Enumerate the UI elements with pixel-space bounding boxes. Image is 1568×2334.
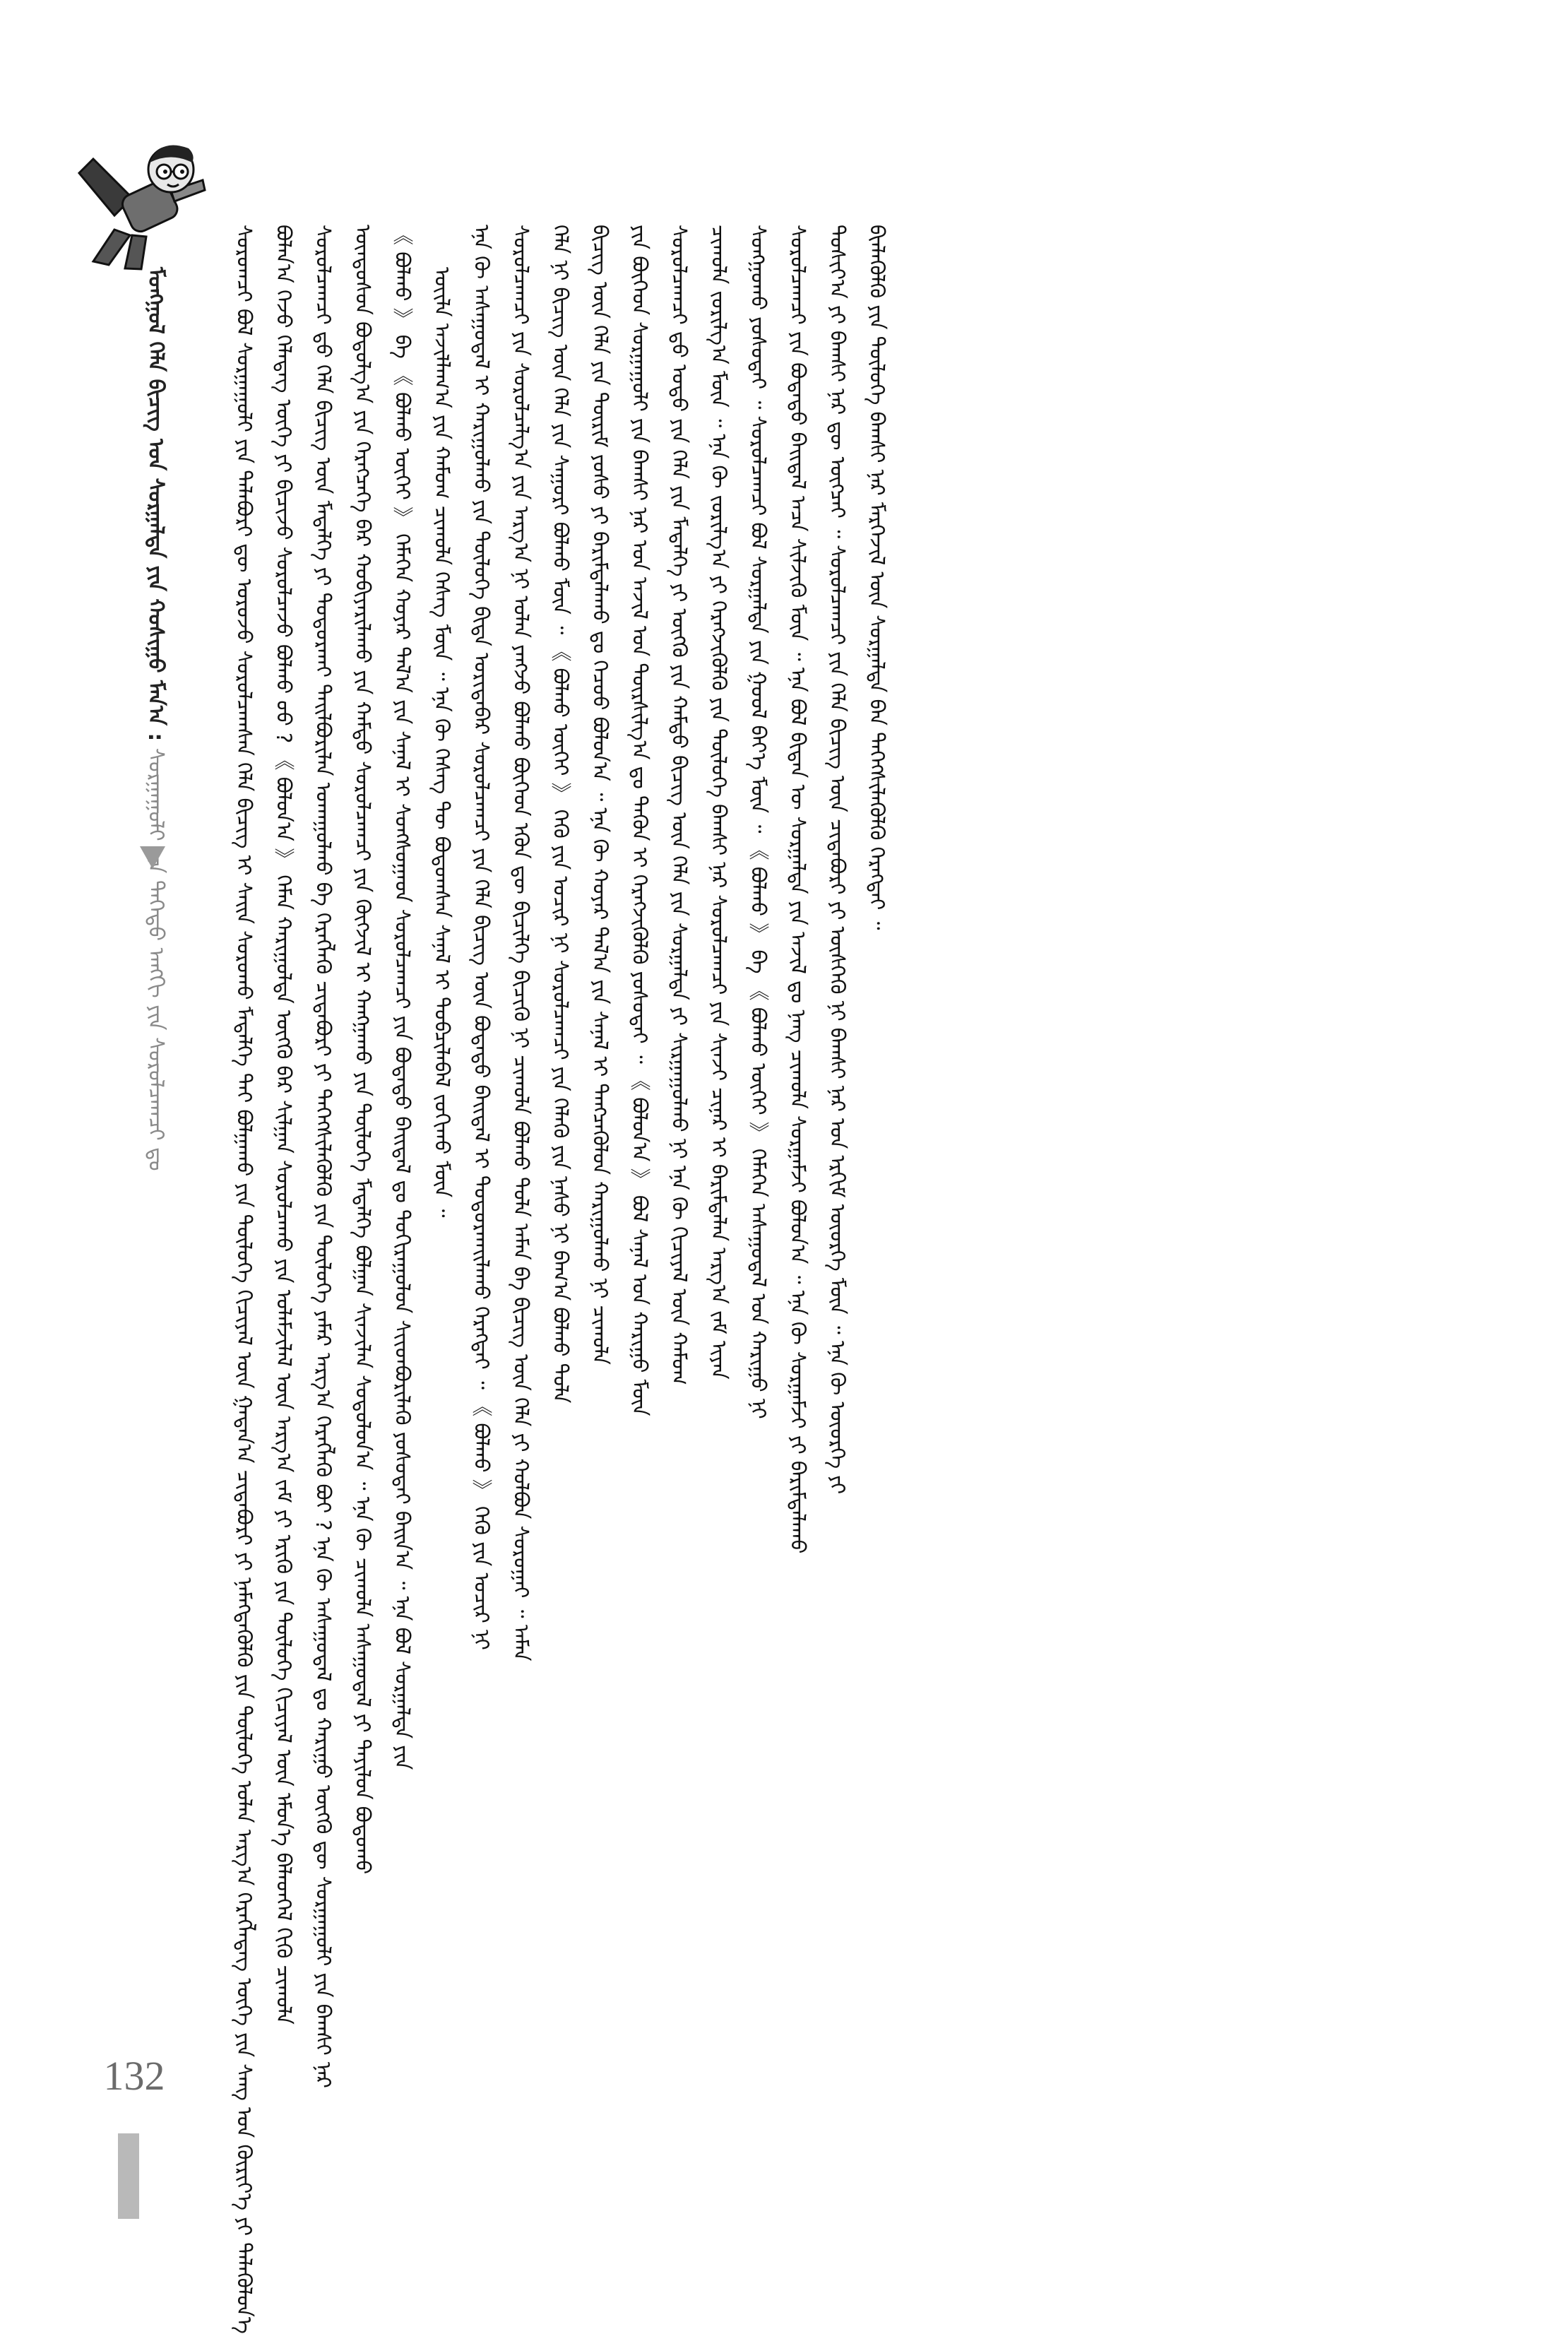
text-column: ᠴᠢᠬᠤᠯᠠ ᠵᠣᠷᠢᠯᠭ᠎ᠠ ᠮᠥᠨ ᠃ ᠡᠨᠡ ᠬᠦ ᠵᠣᠷᠢᠯᠭ᠎ᠠ ᠶᠢ ᠬᠡᠷᠡᠭᠵᠢᠭᠦᠯᠬᠦ ᠶᠢᠨ ᠲᠥᠯᠥᠭᠡ ᠪᠠᠭᠰᠢ ᠨᠠᠷ ᠰᠤᠷᠤᠯᠴᠠᠭᠴᠢ ᠶᠢᠨ ᠰᠢᠨᠵᠢ ᠴᠢᠨᠠᠷ ᠢ ᠪᠠᠷᠢᠮᠲᠠᠯᠠᠨ ᠠᠷᠭ᠎ᠠ ᠵᠠᠮ ᠢᠶᠠᠨ — [707, 225, 731, 1380]
text-column: ᠰᠤᠷᠤᠯᠴᠠᠭᠴᠢ ᠶᠢᠨ ᠰᠤᠷᠤᠯᠴᠠᠯᠭ᠎ᠠ ᠶᠢᠨ ᠠᠷᠭ᠎ᠠ ᠨᠢ ᠣᠯᠠᠨ ᠶᠠᠩᠵᠤ ᠪᠣᠯᠬᠤ ᠪᠥᠭᠡᠳ ᠡᠭᠦᠨ ᠳᠦ ᠪᠢᠴᠢᠯᠭᠡ ᠪᠢᠴᠢᠬᠦ ᠨᠢ ᠴᠢᠬᠤᠯᠠ ᠪᠣᠯᠬᠤ ᠲᠤᠯᠠ ᠠᠮᠠᠨ ᠪᠠ ᠪᠢᠴᠢᠭ ᠦᠨ ᠬᠡᠯᠡ ᠶᠢ ᠬᠣᠯᠪᠣᠨ ᠰᠤᠷᠤᠭᠠᠢ ᠃ ᠠᠮᠠᠨ — [509, 225, 533, 1661]
text-column: ᠪᠢᠴᠢᠭ ᠦᠨ ᠬᠡᠯᠡ ᠶᠢᠨ ᠳᠦᠷᠢᠮ ᠶᠣᠰᠣ ᠶᠢ ᠪᠠᠷᠢᠮᠲᠠᠯᠠᠬᠤ ᠳᠤ ᠬᠡᠴᠦᠦ ᠪᠣᠯᠤᠨ᠎ᠠ ᠃ ᠡᠨᠡ ᠬᠦ ᠬᠣᠶᠠᠷ ᠲᠠᠯ᠎ᠠ ᠶᠢᠨ ᠰᠠᠨᠠᠯ ᠢ ᠲᠡᠩᠴᠡᠭᠦᠯᠦᠨ ᠬᠠᠷᠢᠭᠤᠯᠬᠤ ᠨᠢ ᠴᠢᠬᠤᠯᠠ — [588, 225, 612, 1365]
text-column: 《 ᠪᠣᠯᠬᠤ 》 ᠪᠠ 《 ᠪᠣᠯᠬᠤ ᠦᠭᠡᠢ 》 ᠬᠡᠮᠡᠭᠡᠨ ᠬᠣᠶᠠᠷ ᠲᠠᠯ᠎ᠠ ᠶᠢᠨ ᠰᠠᠨᠠᠯ ᠢ ᠰᠣᠩᠰᠤᠭᠠᠳ ᠰᠤᠷᠤᠯᠴᠠᠭᠴᠢ ᠶᠢᠨ ᠪᠣᠳᠠᠲᠤ ᠪᠠᠢᠳᠠᠯ ᠳᠤ ᠲᠣᠬᠢᠷᠠᠭᠤᠯᠤᠨ ᠰᠢᠢᠳᠪᠦᠷᠢᠯᠡᠬᠦ ᠶᠣᠰᠣᠳᠠᠢ ᠪᠠᠢᠨ᠎ᠠ ᠃ ᠡᠨᠡ ᠪᠣᠯ ᠰᠤᠷᠭᠠᠯᠲᠠ ᠶᠢᠨ — [391, 225, 415, 1770]
text-column: ᠪᠢᠡᠯᠡᠭᠦᠯᠬᠦ ᠶᠢᠨ ᠲᠥᠯᠥᠭᠡ ᠪᠠᠭᠰᠢ ᠨᠠᠷ ᠮᠡᠷᠭᠡᠵᠢᠯ ᠦᠨ ᠰᠤᠷᠭᠠᠯᠲᠠ ᠪᠡᠨ ᠳᠡᠭᠡᠭᠰᠢᠯᠡᠭᠦᠯᠬᠦ ᠬᠡᠷᠡᠭᠲᠡᠢ ᠃ — [865, 225, 889, 930]
text-column: ᠰᠤᠷᠤᠭᠴᠢ ᠪᠣᠯ ᠰᠤᠷᠭᠠᠭᠤᠯᠢ ᠶᠢᠨ ᠲᠡᠯᠡᠪᠦᠷᠢ ᠳᠦ ᠣᠷᠣᠵᠤ ᠰᠤᠷᠤᠯᠴᠠᠭᠰᠠᠨ ᠬᠡᠯᠡ ᠪᠢᠴᠢᠭ ᠢ ᠰᠠᠢᠨ ᠰᠤᠷᠤᠬᠤ ᠮᠡᠳᠡᠯᠭᠡ ᠲᠡᠢ ᠪᠣᠯᠭᠠᠬᠤ ᠶᠢᠨ ᠲᠥᠯᠥᠭᠡ ᠬᠢᠴᠢᠶᠡᠯ ᠦᠨ ᠭᠠᠳᠠᠨ᠎ᠠ ᠴᠢᠳᠠᠪᠤᠷᠢ ᠶᠢ ᠨᠡᠮᠡᠭᠳᠡᠭᠦᠯᠬᠦ ᠶᠢᠨ ᠲᠥᠯᠥᠭᠡ ᠣᠯᠠᠨ ᠠᠷᠭ᠎ᠠ ᠬᠡᠷᠡᠭᠯᠡᠳᠡᠭ ᠦᠭᠡ ᠶᠢᠨ ᠰᠠᠩ ᠤᠨ ᠬᠦᠷᠢᠶ᠎ᠡ ᠶᠢ ᠲᠡᠯᠡᠭᠦᠯᠦᠨ᠎ᠡ — [232, 225, 256, 2334]
text-column: ᠪᠣᠯᠠᠨ᠎ᠠ ᠬᠡᠵᠦ ᠬᠡᠯᠡᠳᠡᠭ ᠦᠭᠡ ᠶᠢ ᠪᠢᠴᠢᠵᠦ ᠰᠤᠷᠤᠯᠴᠠᠵᠤ ᠪᠣᠯᠬᠤ ᠤᠤ ? 《 ᠪᠣᠯᠣᠨ᠎ᠠ 》 ᠬᠡᠮᠡᠨ ᠬᠠᠷᠢᠭᠤᠯᠲᠠ ᠥᠭᠬᠦ ᠪᠡᠷ ᠰᠢᠯᠭᠠᠨ ᠰᠤᠷᠤᠯᠴᠠᠬᠤ ᠶᠢᠨ ᠤᠯᠠᠮᠵᠢᠯᠠᠯ ᠦᠨ ᠠᠷᠭ᠎ᠠ ᠵᠠᠮ ᠶᠢ ᠡᠷᠢᠬᠦ ᠶᠢᠨ ᠲᠥᠯᠥᠭᠡ ᠬᠢᠴᠢᠶᠡᠯ ᠦᠨ ᠡᠮᠦᠨ᠎ᠡ ᠪᠡᠯᠡᠳᠬᠡᠯ ᠬᠢᠬᠦ ᠴᠢᠬᠤᠯᠠ — [272, 225, 296, 2025]
text-column: ᠰᠤᠷᠤᠯᠴᠠᠭᠴᠢ ᠶᠢᠨ ᠪᠣᠳᠠᠲᠤ ᠪᠠᠢᠳᠠᠯ ᠠᠴᠠ ᠰᠢᠯᠵᠢᠬᠦ ᠮᠥᠨ ᠃ ᠡᠨᠡ ᠪᠣᠯ ᠪᠢᠳᠡᠨ ᠦ ᠰᠤᠷᠭᠠᠯᠲᠠ ᠶᠢᠨ ᠠᠵᠢᠯ ᠳᠤ ᠨᠡᠩ ᠴᠢᠬᠤᠯᠠ ᠰᠤᠷᠭᠠᠮᠵᠢ ᠪᠣᠯᠤᠨ᠎ᠠ ᠃ ᠡᠨᠡ ᠬᠦ ᠰᠤᠷᠭᠠᠮᠵᠢ ᠶᠢ ᠪᠠᠷᠢᠮᠲᠠᠯᠠᠬᠤ — [786, 225, 810, 1554]
text-column: ᠦᠢᠯᠡ ᠠᠵᠢᠯᠯᠠᠭ᠎ᠠ ᠶᠢᠨ ᠬᠠᠮᠤᠭ ᠴᠢᠬᠤᠯᠠ ᠬᠡᠰᠡᠭ ᠮᠥᠨ ᠃ ᠡᠨᠡ ᠬᠦ ᠬᠡᠰᠡᠭ ᠲᠦ ᠪᠣᠳᠣᠭᠰᠠᠨ ᠰᠠᠨᠠᠯ ᠢ ᠲᠣᠪᠴᠢᠯᠠᠪᠠᠯ ᠵᠣᠬᠢᠬᠤ ᠮᠥᠨ ᠃ — [430, 267, 454, 1218]
page-number: 132 — [103, 2053, 165, 2099]
header-title-light: ᠰᠤᠷᠭᠠᠭᠤᠯᠢ ᠶᠢᠨ ᠳᠡᠭᠡᠳᠦ ᠠᠩᠭᠢ ᠶᠢᠨ ᠰᠤᠷᠤᠯᠴᠠᠭᠴᠢ ᠳᠤ — [143, 747, 168, 1171]
text-column: ᠲᠤᠰᠢᠶ᠎ᠠ ᠶᠢ ᠪᠠᠭᠰᠢ ᠨᠠᠷ ᠳᠦ ᠥᠭᠴᠡᠢ ᠃ ᠰᠤᠷᠤᠯᠴᠠᠭᠴᠢ ᠶᠢᠨ ᠬᠡᠯᠡ ᠪᠢᠴᠢᠭ ᠦᠨ ᠴᠢᠳᠠᠪᠤᠷᠢ ᠶᠢ ᠥᠰᠬᠡᠬᠦ ᠨᠢ ᠪᠠᠭᠰᠢ ᠨᠠᠷ ᠤᠨ ᠡᠷᠬᠢᠮ ᠦᠦᠷᠭᠡ ᠮᠥᠨ ᠃ ᠡᠨᠡ ᠬᠦ ᠦᠦᠷᠭᠡ ᠶᠢ — [826, 225, 850, 1495]
text-column: ᠶᠢᠨ ᠪᠥᠭᠡᠳ ᠰᠤᠷᠭᠠᠭᠤᠯᠢ ᠶᠢᠨ ᠪᠠᠭᠰᠢ ᠨᠠᠷ ᠤᠨ ᠠᠵᠢᠯ ᠤᠨ ᠲᠦᠷᠰᠢᠯᠭ᠎ᠠ ᠳᠤ ᠲᠡᠭᠦᠨ ᠢ ᠬᠡᠷᠡᠭᠵᠢᠭᠦᠯᠬᠦ ᠶᠣᠰᠣᠲᠠᠢ ᠃ 《 ᠪᠣᠯᠣᠨ᠎ᠠ 》 ᠪᠣᠯ ᠰᠠᠨᠠᠯ ᠤᠨ ᠬᠠᠷᠢᠭᠤ ᠮᠥᠨ — [628, 225, 652, 1416]
body-text — [225, 225, 1391, 2334]
text-column: ᠰᠣᠩᠭᠣᠬᠤ ᠶᠣᠰᠣᠲᠠᠢ ᠃ ᠰᠤᠷᠤᠯᠴᠠᠭᠴᠢ ᠪᠣᠯ ᠰᠤᠷᠭᠠᠯᠲᠠ ᠶᠢᠨ ᠭᠣᠣᠯ ᠪᠡᠶ᠎ᠡ ᠮᠥᠨ ᠃ 《 ᠪᠣᠯᠬᠤ 》 ᠪᠠ 《 ᠪᠣᠯᠬᠤ ᠦᠭᠡᠢ 》 ᠬᠡᠮᠡᠭᠡᠨ ᠠᠰᠠᠭᠤᠳᠠᠯ ᠤᠨ ᠬᠠᠷᠢᠭᠤ ᠨᠢ — [747, 225, 771, 1419]
flying-boy-mascot-icon — [65, 131, 213, 272]
text-column: ᠰᠤᠷᠤᠯᠴᠠᠭᠴᠢ ᠳ᠋ᠤ ᠣᠳᠣ ᠶᠢᠨ ᠬᠡᠯᠡ ᠶᠢᠨ ᠮᠡᠳᠡᠯᠭᠡ ᠶᠢ ᠥᠭᠬᠦ ᠶᠢᠨ ᠬᠠᠮᠲᠤ ᠪᠢᠴᠢᠭ ᠦᠨ ᠬᠡᠯᠡ ᠶᠢᠨ ᠰᠤᠷᠭᠠᠯᠲᠠ ᠶᠢ ᠰᠢᠷᠭᠠᠭᠤᠯᠬᠤ ᠨᠢ ᠡᠨᠡ ᠬᠦ ᠬᠢᠴᠢᠶᠡᠯ ᠦᠨ ᠬᠠᠮᠤᠭ — [667, 225, 691, 1385]
triangle-marker-icon — [140, 846, 165, 869]
text-column: ᠦᠨᠳᠦᠰᠦᠨ ᠪᠣᠳᠣᠯᠭ᠎ᠠ ᠶᠢᠨ ᠬᠡᠷᠡᠭᠴᠡᠭᠡ ᠪᠡᠷ ᠬᠤᠪᠢᠶᠠᠷᠢᠯᠠᠬᠤ ᠶᠢᠨ ᠬᠠᠮᠲᠤ ᠰᠤᠷᠤᠯᠴᠠᠭᠴᠢ ᠶᠢᠨ ᠬᠥᠭᠵᠢᠯ ᠢ ᠬᠠᠩᠭᠠᠬᠤ ᠶᠢᠨ ᠲᠥᠯᠥᠭᠡ ᠮᠡᠳᠡᠯᠭᠡ ᠪᠣᠯᠭᠠᠨ ᠰᠢᠨᠵᠢᠯᠡᠨ ᠰᠤᠳᠤᠯᠤᠨ᠎ᠠ ᠃ ᠡᠨᠡ ᠬᠦ ᠴᠢᠬᠤᠯᠠ ᠠᠰᠠᠭᠤᠳᠠᠯ ᠶᠢ ᠲᠡᠶᠢᠯᠦᠨ ᠪᠣᠳᠣᠬᠤ — [351, 225, 375, 1875]
running-header — [140, 267, 171, 1171]
text-column: ᠬᠡᠯᠡ ᠨᠢ ᠪᠢᠴᠢᠭ ᠦᠨ ᠬᠡᠯᠡ ᠶᠢᠨ ᠰᠠᠭᠤᠷᠢ ᠪᠣᠯᠬᠤ ᠮᠥᠨ ᠃ 《 ᠪᠣᠯᠬᠤ ᠦᠭᠡᠢ 》 ᠬᠡᠬᠦ ᠶᠢᠨ ᠤᠴᠢᠷ ᠨᠢ ᠰᠤᠷᠤᠯᠴᠠᠭᠴᠢ ᠶᠢᠨ ᠬᠡᠯᠡᠬᠦ ᠶᠢᠨ ᠨᠠᠰᠤ ᠨᠢ ᠪᠠᠭ᠎ᠠ ᠪᠣᠯᠬᠤ ᠲᠤᠯᠠ — [549, 225, 573, 1404]
text-column: ᠰᠤᠷᠤᠯᠴᠠᠭᠴᠢ ᠳ᠋ᠤ ᠬᠡᠯᠡ ᠪᠢᠴᠢᠭ ᠦᠨ ᠮᠡᠳᠡᠯᠭᠡ ᠶᠢ ᠲᠣᠳᠣᠷᠬᠠᠢ ᠲᠠᠢᠯᠪᠤᠷᠢᠯᠠᠨ ᠤᠬᠠᠭᠤᠯᠬᠤ ᠪᠠ ᠬᠡᠷᠡᠭᠯᠡᠬᠦ ᠴᠢᠳᠠᠪᠤᠷᠢ ᠶᠢ ᠳᠡᠭᠡᠭᠰᠢᠯᠡᠭᠦᠯᠬᠦ ᠶᠢᠨ ᠲᠥᠯᠥᠭᠡ ᠶᠠᠮᠠᠷ ᠠᠷᠭ᠎ᠠ ᠬᠡᠷᠡᠭᠯᠡᠬᠦ ᠪᠤᠢ ? ᠡᠨᠡ ᠬᠦ ᠠᠰᠠᠭᠤᠳᠠᠯ ᠳᠤ ᠬᠠᠷᠢᠭᠤ ᠥᠭᠬᠦ ᠳᠦ ᠰᠤᠷᠭᠠᠭᠤᠯᠢ ᠶᠢᠨ ᠪᠠᠭᠰᠢ ᠨᠠᠷ — [311, 225, 335, 2088]
header-title-bold: ᠮᠣᠩᠭᠣᠯ ᠬᠡᠯᠡ ᠪᠢᠴᠢᠭ ᠤᠨ ᠰᠤᠷᠭᠠᠯᠲᠠ ᠶᠢᠨ ᠬᠣᠰᠢᠭᠤ ᠮᠠᠨ᠎ᠠ : — [143, 267, 168, 742]
text-column: ᠡᠨᠡ ᠬᠦ ᠠᠰᠠᠭᠤᠳᠠᠯ ᠢ ᠬᠠᠷᠢᠭᠤᠯᠬᠤ ᠶᠢᠨ ᠲᠥᠯᠥᠭᠡ ᠪᠢᠳᠡ ᠤᠷᠢᠳᠠᠪᠠᠷ ᠰᠤᠷᠤᠯᠴᠠᠭᠴᠢ ᠶᠢᠨ ᠬᠡᠯᠡ ᠪᠢᠴᠢᠭ ᠦᠨ ᠪᠣᠳᠠᠲᠤ ᠪᠠᠢᠳᠠᠯ ᠢ ᠲᠣᠳᠣᠷᠬᠠᠢᠯᠠᠬᠤ ᠬᠡᠷᠡᠭᠲᠡᠢ ᠃ 《 ᠪᠣᠯᠬᠤ 》 ᠬᠡᠬᠦ ᠶᠢᠨ ᠤᠴᠢᠷ ᠨᠢ — [470, 225, 494, 1650]
page-edge-strip — [118, 2133, 139, 2219]
